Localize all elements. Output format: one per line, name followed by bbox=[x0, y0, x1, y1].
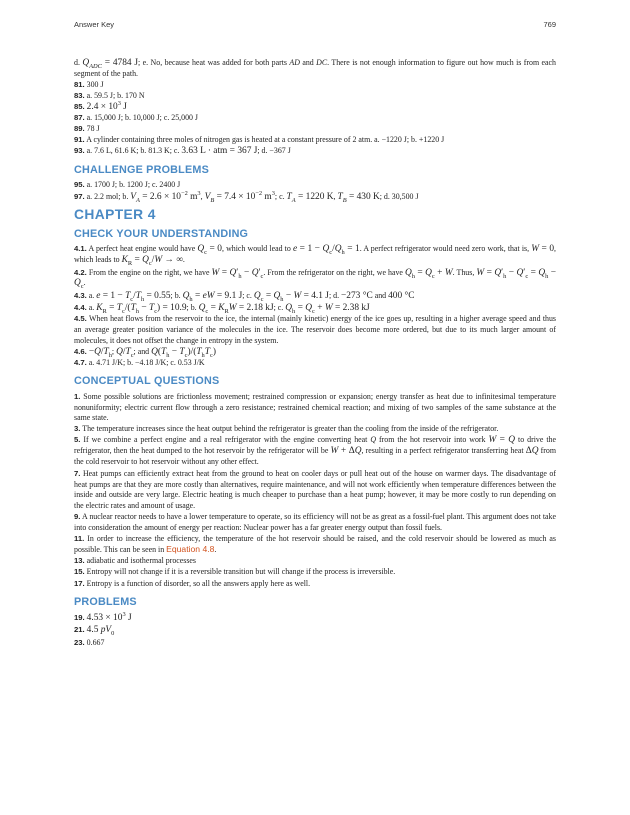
running-title: Answer Key bbox=[74, 20, 115, 29]
answer-91: 91. A cylinder containing three moles of nitrogen gas is heated at a constant pressure of 2 atm. a. −1220 J; b. +1220 J bbox=[74, 135, 445, 145]
answer-4-7: 4.7. a. 4.71 J/K; b. −4.18 J/K; c. 0.53 J/K bbox=[74, 357, 205, 367]
heading-conceptual-questions: CONCEPTUAL QUESTIONS bbox=[74, 375, 220, 388]
answer-4-3: 4.3. a. $e = 1 - T_c/T_h = 0.55$; b. $Q_h$ = eW = 9.1 J; c. $Q_c = Q_h - W = 4.1$ J; d. −273 °C and 400 °C bbox=[74, 290, 415, 303]
conceptual-11: 11. In order to increase the efficiency, the temperature of the hot reservoir should be raised, and the cold reservoir should be lowered as much as possible. This can be seen in Equation 4.8. bbox=[74, 533, 556, 555]
answer-79d: d. $Q_{ADC} = 4784$ J; e. No, because heat was added for both parts AD and DC. There is not enough information to figure out how much is from each segment of the path. bbox=[74, 58, 556, 78]
answer-93: 93. a. 7.6 L, 61.6 K; b. 81.3 K; c. 3.63 L · atm = 367 J; d. −367 J bbox=[74, 146, 291, 157]
heading-problems: PROBLEMS bbox=[74, 596, 137, 609]
page-header bbox=[74, 20, 556, 29]
problem-23: 23. 0.667 bbox=[74, 637, 105, 647]
heading-chapter-4: CHAPTER 4 bbox=[74, 207, 156, 223]
answer-97: 97. a. 2.2 mol; b. $V_A = 2.6 \times 10^{-2}$ $m^3$, $V_B = 7.4 \times 10^{-2}$ $m^3$; c. $T_A = 1220$ K, $T_B = 430$ K; d. 30,500 J bbox=[74, 189, 419, 204]
conceptual-3: 3. The temperature increases since the heat output behind the refrigerator is greater than the cooling from the inside of the refrigerator. bbox=[74, 424, 499, 434]
heading-check-understanding: CHECK YOUR UNDERSTANDING bbox=[74, 227, 249, 240]
page-number: 769 bbox=[543, 20, 556, 29]
answer-4-4: 4.4. a. $K_R = T_c/(T_h - T_c) = 10.9$; b. $Q_c = K_RW = 2.18$ kJ; c. $Q_h = Q_c + W = 2.38$ kJ bbox=[74, 303, 370, 316]
answer-81: 81. 300 J bbox=[74, 79, 104, 89]
answer-4-6: 4.6. $-Q/T_h$; $Q/T_c$; and $Q(T_h - T_c)/(T_hT_c)$ bbox=[74, 346, 216, 359]
answer-89: 89. 78 J bbox=[74, 124, 100, 134]
conceptual-17: 17. Entropy is a function of disorder, so all the answers apply here as well. bbox=[74, 578, 311, 588]
answer-key-content bbox=[74, 58, 556, 649]
heading-challenge-problems: CHALLENGE PROBLEMS bbox=[74, 163, 209, 176]
answer-83: 83. a. 59.5 J; b. 170 N bbox=[74, 90, 145, 100]
answer-95: 95. a. 1700 J; b. 1200 J; c. 2400 J bbox=[74, 180, 181, 190]
conceptual-15: 15. Entropy will not change if it is a reversible transition but will change if the process is irreversible. bbox=[74, 567, 396, 577]
answer-87: 87. a. 15,000 J; b. 10,000 J; c. 25,000 J bbox=[74, 112, 199, 122]
answer-4-5: 4.5. When heat flows from the reservoir to the ice, the internal (mainly kinetic) energy of the ice goes up, resulting in a higher average speed and thus an average greater position variance of the molecules in the ice. The reservoir does become more ordered, but due to its much larger amount of molecules, it does not offset the change in entropy in the system. bbox=[74, 314, 556, 345]
problem-19: 19. $4.53 \times 10^3$ J bbox=[74, 610, 132, 623]
conceptual-13: 13. adiabatic and isothermal processes bbox=[74, 556, 196, 566]
answer-4-2: 4.2. From the engine on the right, we have $W = Q'_h - Q'_c$. From the refrigerator on the right, we have $Q_h = Q_c + W$. Thus, $W = Q'_h - Q'_c = Q_h - Q_c$. bbox=[74, 267, 557, 290]
conceptual-9: 9. A nuclear reactor needs to have a lower temperature to operate, so its efficiency will not be as great as a fossil-fuel plant. This argument does not take into consideration the amount of energy per reaction: Nuclear power has a far greater energy output than fossil fuels. bbox=[74, 511, 556, 532]
answer-4-1: 4.1. A perfect heat engine would have $Q_c = 0$, which would lead to $e = 1 - Q_c/Q_h = 1$. A perfect refrigerator would need zero work, that is, W = 0, which leads to $K_R = Q_c/W$ → ∞. bbox=[74, 244, 557, 267]
conceptual-7: 7. Heat pumps can efficiently extract heat from the ground to heat on cooler days or pull heat out of the house on warmer days. The disadvantage of heat pumps are that they are more costly than alternatives, require maintenance, and will not work efficiently when temperature differences between the inside and outside are very large. Electric heating is much cheaper to purchase than a heat pump; however, it may be more costly to run depending on the electric rates and amount of usage. bbox=[74, 469, 556, 510]
answer-85: 85. $2.4 \times 10^3$ J bbox=[74, 99, 127, 112]
conceptual-5: 5. If we combine a perfect engine and a real refrigerator with the engine converting heat Q from the hot reservoir into work W = Q to drive the refrigerator, then the heat dumped to the hot reservoir by the refrigerator will be W + ΔQ, resulting in a perfect refrigerator transferring heat ΔQ from the cold reservoir to hot reservoir without any other effect. bbox=[74, 435, 557, 466]
equation-4-8-link[interactable]: Equation 4.8 bbox=[166, 544, 215, 555]
conceptual-1: 1. Some possible solutions are frictionless movement; restrained compression or expansion; energy transfer as heat due to infinitesimal temperature nonuniformity; electric current flow through a zero resistance; restrained chemical reaction; and mixing of two samples of the same substance at the same state. bbox=[74, 391, 556, 423]
problem-21: 21. 4.5 $pV_0$ bbox=[74, 625, 115, 638]
